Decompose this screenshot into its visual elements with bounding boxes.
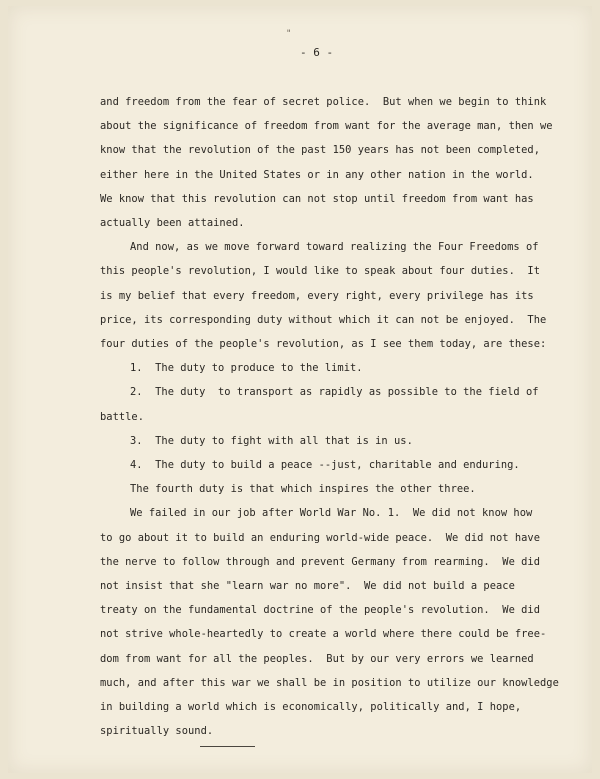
text-line: The fourth duty is that which inspires the other three. (130, 483, 476, 496)
text-line: is my belief that every freedom, every right, every privilege has its (100, 289, 534, 302)
text-line: and freedom from the fear of secret police. But when we begin to think (100, 96, 547, 108)
list-item-4: 4. The duty to build a peace --just, charitable and enduring. (130, 459, 520, 471)
text-line: in building a world which is economically, politically and, I hope, (100, 701, 522, 713)
text-line: spiritually sound. (100, 725, 214, 738)
text-line: the nerve to follow through and prevent Germany from rearming. We did (100, 555, 540, 568)
end-rule (200, 746, 255, 747)
list-item-1: 1. The duty to produce to the limit. (130, 362, 363, 375)
text-line: about the significance of freedom from want for the average man, then we (100, 120, 553, 133)
text-line: price, its corresponding duty without which it can not be enjoyed. The (100, 313, 547, 326)
text-line: We failed in our job after World War No. 1. We did not know how (130, 507, 533, 520)
page-number: - 6 - (300, 46, 334, 59)
text-line: actually been attained. (100, 217, 245, 229)
text-line: to go about it to build an enduring world-wide peace. We did not have (100, 531, 540, 544)
list-item-2: 2. The duty to transport as rapidly as possible to the field of (130, 386, 539, 399)
list-item-3: 3. The duty to fight with all that is in us. (130, 434, 413, 447)
text-line: We know that this revolution can not stop until freedom from want has (100, 192, 534, 205)
text-line: dom from want for all the peoples. But by our very errors we learned (100, 652, 534, 665)
text-line: not insist that she "learn war no more". We did not build a peace (100, 580, 515, 592)
text-line: battle. (100, 410, 144, 423)
text-line: this people's revolution, I would like to speak about four duties. It (100, 265, 540, 278)
text-line: treaty on the fundamental doctrine of the people's revolution. We did (100, 604, 540, 617)
text-line: much, and after this war we shall be in position to utilize our knowledge (100, 676, 559, 689)
text-line: not strive whole-heartedly to create a world where there could be free- (100, 628, 547, 641)
text-line: And now, as we move forward toward realizing the Four Freedoms of (130, 241, 539, 254)
text-line: know that the revolution of the past 150 years has not been completed, (100, 144, 540, 157)
text-line: four duties of the people's revolution, as I see them today, are these: (100, 338, 547, 350)
top-mark: " (286, 29, 292, 39)
text-line: either here in the United States or in any other nation in the world. (100, 168, 534, 181)
